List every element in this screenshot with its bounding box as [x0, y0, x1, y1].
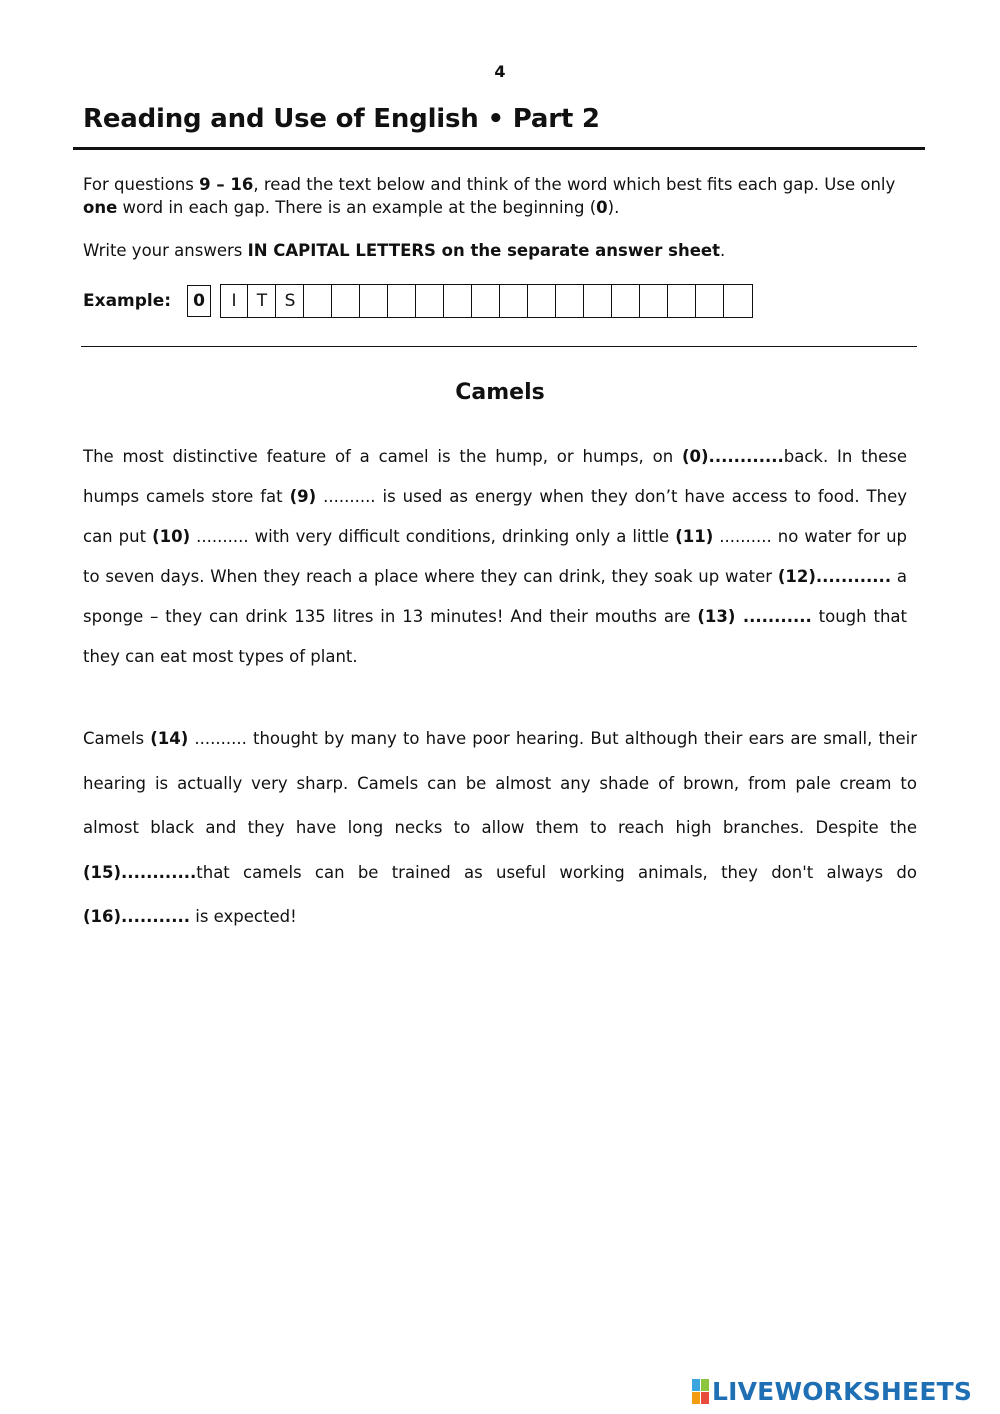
logo-square-e	[701, 1392, 709, 1404]
example-answer-cells	[220, 284, 753, 318]
liveworksheets-logo	[692, 1377, 972, 1406]
example-label: Example:	[83, 291, 172, 311]
logo-square-l	[692, 1379, 700, 1391]
example-answer-cell	[725, 285, 752, 317]
example-divider	[81, 346, 917, 347]
example-answer-cell: I	[221, 285, 248, 317]
page-number: 4	[494, 62, 506, 81]
example-answer-cell: T	[249, 285, 276, 317]
liveworksheets-logo-icon	[692, 1379, 709, 1404]
example-answer-cell	[585, 285, 612, 317]
example-answer-cell	[473, 285, 500, 317]
example-answer-cell	[529, 285, 556, 317]
example-row	[83, 284, 753, 318]
instructions-line-1: For questions 9 – 16, read the text below and think of the word which best fits each gap. Use only one word in each gap. There is an example at the beginning (0).	[83, 175, 896, 217]
example-answer-cell	[557, 285, 584, 317]
passage-title: Camels	[455, 380, 545, 405]
example-answer-cell	[501, 285, 528, 317]
example-answer-cell	[417, 285, 444, 317]
example-answer-cell: S	[277, 285, 304, 317]
gap-11: (11)	[675, 527, 714, 546]
example-number-box: 0	[187, 285, 211, 317]
gap-16: (16)...........	[83, 907, 190, 926]
gap-13: (13) ...........	[697, 607, 812, 626]
logo-square-i	[701, 1379, 709, 1391]
gap-9: (9)	[289, 487, 317, 506]
gap-10: (10)	[152, 527, 191, 546]
example-answer-cell	[389, 285, 416, 317]
example-answer-cell	[333, 285, 360, 317]
gap-0: (0)............	[681, 447, 784, 466]
logo-square-v	[692, 1392, 700, 1404]
paragraph-2: Camels (14) .......... thought by many to have poor hearing. But although their ears are small, their hearing is actually very sharp. Camels can be almost any shade of brown, from pale cream to almost black and they have long necks to allow them to reach high branches. Despite the (15)............that camels can be trained as useful working animals, they don't always do (16)........... is expected!	[83, 729, 917, 926]
gap-14: (14)	[150, 729, 189, 748]
gap-15: (15)............	[83, 862, 197, 882]
gap-12: (12)............	[777, 567, 892, 586]
example-answer-cell	[669, 285, 696, 317]
section-title: Reading and Use of English • Part 2	[83, 104, 600, 134]
example-answer-cell	[445, 285, 472, 317]
example-answer-cell	[613, 285, 640, 317]
title-divider	[73, 147, 925, 150]
example-answer-cell	[361, 285, 388, 317]
example-answer-cell	[641, 285, 668, 317]
paragraph-1: The most distinctive feature of a camel is the hump, or humps, on (0)............back. In these humps camels store fat (9) .......... is used as energy when they don’t have access to food. They can put (10) .......... with very difficult conditions, drinking only a little (11) .......... no water for up to seven days. When they reach a place where they can drink, they soak up water (12)............ a sponge – they can drink 135 litres in 13 minutes! And their mouths are (13) ........... tough that they can eat most types of plant.	[83, 447, 907, 666]
logo-text: LIVEWORKSHEETS	[712, 1377, 973, 1406]
instructions-line-2: Write your answers IN CAPITAL LETTERS on the separate answer sheet.	[83, 241, 726, 260]
example-answer-cell	[305, 285, 332, 317]
example-answer-cell	[697, 285, 724, 317]
